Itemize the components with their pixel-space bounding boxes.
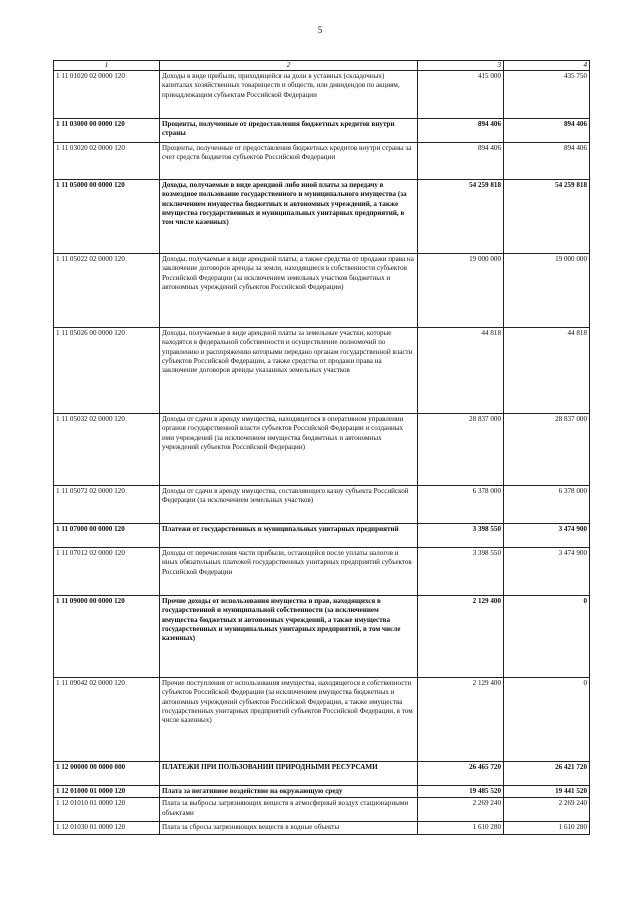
value-col4-cell: 0 — [504, 678, 590, 762]
name-cell: Доходы от сдачи в аренду имущества, находящегося в оперативном управлении органов государственной власти субъектов Российской Федерации и созданных ими учреждений (за исключением имущества бюджетных и автономных учреждений субъектов Российской Федерации) — [160, 414, 418, 486]
table-row — [54, 678, 590, 762]
name-cell: Доходы от перечисления части прибыли, остающейся после уплаты налогов и иных обязательных платежей государственных унитарных предприятий субъектов Российской Федерации — [160, 548, 418, 596]
value-col3-cell: 19 485 520 — [418, 786, 504, 798]
value-col3-cell: 894 406 — [418, 143, 504, 180]
value-col3-cell: 1 610 280 — [418, 822, 504, 834]
value-col3-cell: 19 000 000 — [418, 254, 504, 328]
value-col3-cell: 2 269 240 — [418, 798, 504, 822]
table-row — [54, 596, 590, 678]
name-cell: Доходы в виде прибыли, приходящейся на доли в уставных (складочных) капиталах хозяйственных товариществ и обществ, или дивидендов по акциям, принадлежащим субъектам Российской Федерации — [160, 71, 418, 119]
table-row — [54, 548, 590, 596]
table-header-row — [54, 61, 590, 71]
value-col3-cell: 894 406 — [418, 119, 504, 143]
value-col4-cell: 6 378 000 — [504, 486, 590, 524]
value-col3-cell: 28 837 000 — [418, 414, 504, 486]
name-cell: Прочие доходы от использования имущества и прав, находящихся в государственной и муниципальной собственности (за исключением имущества бюджетных и автономных учреждений, а также имущества государственных и муниципальных унитарных предприятий, в том числе казенных) — [160, 596, 418, 678]
name-cell: ПЛАТЕЖИ ПРИ ПОЛЬЗОВАНИИ ПРИРОДНЫМИ РЕСУРСАМИ — [160, 762, 418, 786]
code-cell: 1 11 07012 02 0000 120 — [54, 548, 160, 596]
value-col4-cell: 894 406 — [504, 119, 590, 143]
name-cell: Доходы, получаемые в виде арендной платы, а также средства от продажи права на заключение договоров аренды за земли, находящиеся в собственности субъектов Российской Федерации (за исключением земельных участков бюджетных и автономных учреждений субъектов Российской Федерации) — [160, 254, 418, 328]
value-col3-cell: 2 129 400 — [418, 678, 504, 762]
table-row — [54, 71, 590, 119]
code-cell: 1 12 01030 01 0000 120 — [54, 822, 160, 834]
value-col4-cell: 19 441 520 — [504, 786, 590, 798]
code-cell: 1 11 03000 00 0000 120 — [54, 119, 160, 143]
value-col3-cell: 26 465 720 — [418, 762, 504, 786]
value-col4-cell: 3 474 900 — [504, 548, 590, 596]
value-col4-cell: 2 269 240 — [504, 798, 590, 822]
value-col4-cell: 19 000 000 — [504, 254, 590, 328]
name-cell: Платежи от государственных и муниципальных унитарных предприятий — [160, 524, 418, 548]
name-cell: Проценты, полученные от предоставления бюджетных кредитов внутри страны — [160, 119, 418, 143]
table-row — [54, 524, 590, 548]
table-row — [54, 822, 590, 834]
value-col3-cell: 3 398 550 — [418, 524, 504, 548]
header-col-2: 2 — [160, 61, 418, 71]
value-col4-cell: 435 750 — [504, 71, 590, 119]
value-col4-cell: 3 474 900 — [504, 524, 590, 548]
code-cell: 1 12 01000 01 0000 120 — [54, 786, 160, 798]
header-col-4: 4 — [504, 61, 590, 71]
code-cell: 1 12 00000 00 0000 000 — [54, 762, 160, 786]
name-cell: Проценты, полученные от предоставления бюджетных кредитов внутри страны за счет средств бюджетов субъектов Российской Федерации — [160, 143, 418, 180]
value-col4-cell: 54 259 818 — [504, 180, 590, 254]
table-row — [54, 328, 590, 414]
code-cell: 1 11 05026 00 0000 120 — [54, 328, 160, 414]
code-cell: 1 11 09042 02 0000 120 — [54, 678, 160, 762]
name-cell: Прочие поступления от использования имущества, находящегося в собственности субъектов Российской Федерации (за исключением имущества бюджетных и автономных учреждений субъектов Российской Федерации, а также имущества государственных унитарных предприятий субъектов Российской Федерации, в том числе казенных) — [160, 678, 418, 762]
table-row — [54, 143, 590, 180]
name-cell: Доходы от сдачи в аренду имущества, составляющего казну субъекта Российской Федерации (за исключением земельных участков) — [160, 486, 418, 524]
value-col3-cell: 3 398 550 — [418, 548, 504, 596]
table-row — [54, 180, 590, 254]
name-cell: Плата за сбросы загрязняющих веществ в водные объекты — [160, 822, 418, 834]
code-cell: 1 12 01010 01 0000 120 — [54, 798, 160, 822]
code-cell: 1 11 09000 00 0000 120 — [54, 596, 160, 678]
table-row — [54, 762, 590, 786]
name-cell: Плата за выбросы загрязняющих веществ в атмосферный воздух стационарными объектами — [160, 798, 418, 822]
value-col3-cell: 6 378 000 — [418, 486, 504, 524]
code-cell: 1 11 05072 02 0000 120 — [54, 486, 160, 524]
table-row — [54, 486, 590, 524]
code-cell: 1 11 01020 02 0000 120 — [54, 71, 160, 119]
table-row — [54, 119, 590, 143]
table-row — [54, 786, 590, 798]
code-cell: 1 11 05000 00 0000 120 — [54, 180, 160, 254]
name-cell: Доходы, получаемые в виде арендной либо иной платы за передачу в возмездное пользование государственного и муниципального имущества (за исключением имущества бюджетных и автономных учреждений, а также имущества государственных и муниципальных унитарных предприятий, в том числе казенных) — [160, 180, 418, 254]
value-col4-cell: 44 818 — [504, 328, 590, 414]
name-cell: Плата за негативное воздействие на окружающую среду — [160, 786, 418, 798]
header-col-3: 3 — [418, 61, 504, 71]
value-col3-cell: 54 259 818 — [418, 180, 504, 254]
code-cell: 1 11 05032 02 0000 120 — [54, 414, 160, 486]
value-col3-cell: 2 129 400 — [418, 596, 504, 678]
value-col4-cell: 0 — [504, 596, 590, 678]
value-col3-cell: 415 000 — [418, 71, 504, 119]
value-col4-cell: 28 837 000 — [504, 414, 590, 486]
value-col3-cell: 44 818 — [418, 328, 504, 414]
header-col-1: 1 — [54, 61, 160, 71]
value-col4-cell: 894 406 — [504, 143, 590, 180]
table-row — [54, 414, 590, 486]
code-cell: 1 11 07000 00 0000 120 — [54, 524, 160, 548]
table-row — [54, 798, 590, 822]
value-col4-cell: 1 610 280 — [504, 822, 590, 834]
page-number: 5 — [317, 25, 323, 35]
table-row — [54, 254, 590, 328]
code-cell: 1 11 05022 02 0000 120 — [54, 254, 160, 328]
budget-revenue-table — [53, 60, 590, 835]
code-cell: 1 11 03020 02 0000 120 — [54, 143, 160, 180]
name-cell: Доходы, получаемые в виде арендной платы за земельные участки, которые находятся в федеральной собственности и осуществление полномочий по управлению и распоряжению которыми передано органам государственной власти субъектов Российской Федерации, а также средства от продажи права на заключение договоров аренды указанных земельных участков — [160, 328, 418, 414]
value-col4-cell: 26 421 720 — [504, 762, 590, 786]
